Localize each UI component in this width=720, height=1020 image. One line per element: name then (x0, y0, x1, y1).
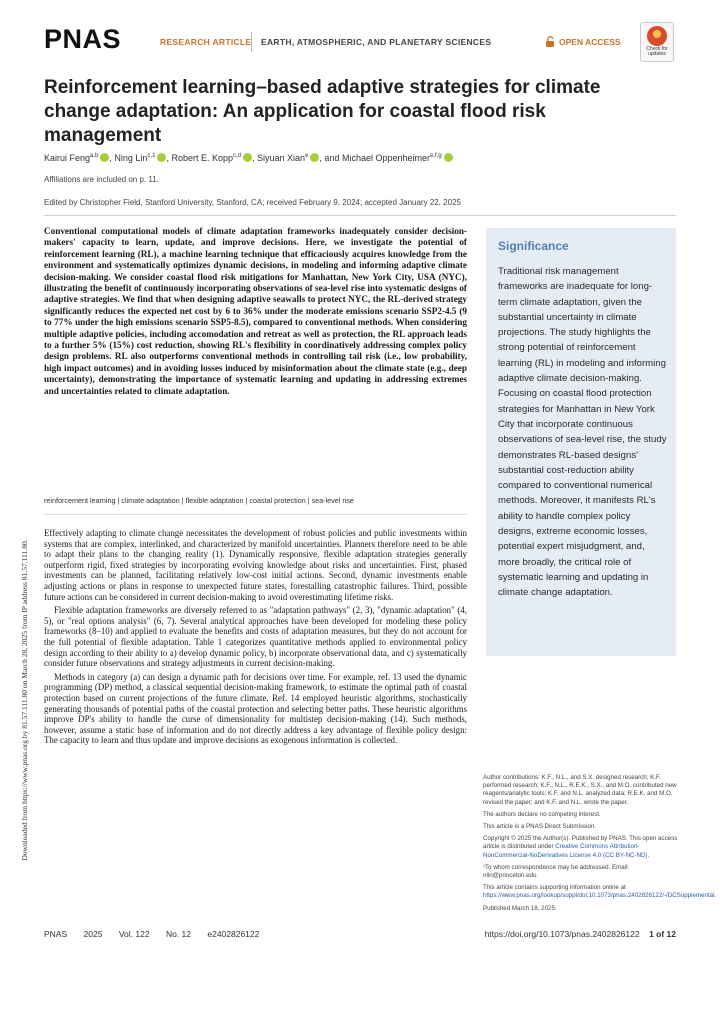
copyright-text: Copyright © 2025 the Author(s). Published by PNAS. This open access article is distributed under (483, 835, 678, 851)
author-name[interactable]: Ning Lin (114, 153, 148, 163)
author-affil-sup: c,1 (147, 153, 156, 159)
body-paragraph: Methods in category (a) can design a dynamic path for decisions over time. For example, ref. 13 used the dynamic programming (DP) method, a classical sequential decision-making framework, to estimate the optimal path of coastal protection based on current projections of the future climate. Ref. 14 employed heuristic algorithms, stochastically generating thousands of potential paths of the coastal protection and selecting better paths. These heuristic algorithms improve DP's ability to handle the curse of dimensionality for multistep decision-making (14). Such methods, however, assume a static base of information and do not directly address a key advantage of flexible policy design: The capacity to learn and thus update and improve decisions as exogenous information is collected. (44, 671, 467, 746)
author-name[interactable]: Michael Oppenheimer (341, 153, 430, 163)
orcid-icon[interactable] (243, 153, 252, 162)
author-affil-sup: a,b (90, 153, 99, 159)
affiliations-note: Affiliations are included on p. 11. (44, 175, 159, 184)
footer-page-number: 1 of 12 (649, 929, 676, 939)
edited-by-line: Edited by Christopher Field, Stanford University, Stanford, CA; received February 9, 2024; accepted January 22, 2025 (44, 198, 461, 207)
article-notes (483, 774, 717, 917)
author-affil-sup: c,d (233, 153, 242, 159)
supporting-info-note (483, 884, 717, 900)
significance-box (486, 228, 676, 656)
footer-year: 2025 (83, 929, 103, 939)
body-paragraph: Flexible adaptation frameworks are diversely referred to as "adaptation pathways" (2, 3), "dynamic adaptation" (4, 5), or "real options analysis" (6, 7). Several analytical approaches have been developed for modeling these policy frameworks (8–10) and applied to evaluate the benefits and costs of adaptation measures, but they do not account for the full potential of flexible adaptation. Table 1 categorizes quantitative methods applied to environmental policy design according to their ability to a) develop dynamic policy, b) incorporate observational data, and c) systematically consider future observations and strategy adjustments in current decision-making. (44, 605, 467, 669)
keywords: reinforcement learning | climate adaptation | flexible adaptation | coastal protection | sea-level rise (44, 496, 354, 505)
supplemental-link[interactable]: https://www.pnas.org/lookup/suppl/doi:10.1073/pnas.2402826122/-/DCSupplemental. (483, 892, 717, 900)
orcid-icon[interactable] (310, 153, 319, 162)
pnas-logo[interactable]: PNAS (44, 24, 122, 54)
footer-eid: e2402826122 (207, 929, 260, 939)
crossmark-icon (647, 26, 667, 46)
check-for-updates-button[interactable] (640, 22, 674, 62)
significance-text: Traditional risk management frameworks are inadequate for long-term climate adaptation, given the substantial uncertainty in climate projections. The study highlights the strong potential of reinforcement learning (RL) in modeling and informing adaptive climate decision-making. Focusing on coastal flood protection strategies for Manhattan in New York City that incorporate continuous observations of sea-level rise, the study demonstrates RL-based designs' substantial cost-reduction ability compared to conventional numerical methods. Moreover, it manifests RL's ability to handle complex policy designs, extreme economic losses, potential expert misjudgment, and, more broadly, the critical role of systematic learning and updating in climate change adaptation. (498, 266, 667, 599)
orcid-icon[interactable] (100, 153, 109, 162)
article-type-label: RESEARCH ARTICLE (160, 37, 252, 47)
body-paragraph: Effectively adapting to climate change necessitates the development of robust policies and public investments within systems that are complex, interlinked, and characterized by manifold uncertainties. Planners therefore need to be able to adapt their plans to the changing reality (1). Dynamically responsive, flexible adaptation strategies generally outperform rigid, fixed strategies by incorporating evolving knowledge about risks and uncertainties. First, phased investments can be planned, facilitating relatively low-cost initial actions. Second, dynamic investments enable adjusting actions or plans in response to unexpected future states, forestalling catastrophic failures. Third, possible future actions can be considered in current decision-making to avoid overestimating lifetime risks. (44, 528, 467, 602)
author-name[interactable]: Robert E. Kopp (171, 153, 233, 163)
footer-issue: No. 12 (165, 929, 191, 939)
author-affil-sup: e,f,g (430, 153, 442, 159)
author-name[interactable]: Kairui Feng (44, 153, 91, 163)
open-access-label: OPEN ACCESS (559, 36, 621, 47)
author-contributions: Author contributions: K.F., N.L., and S.X. designed research; K.F. performed research; K.F., N.L., R.E.K., S.X., and M.O. contributed new reagents/analytic tools; K.F. and N.L. analyzed data; R.E.K. and M.O. revised the paper; and K.F. and N.L. wrote the paper. (483, 774, 677, 806)
updates-label: updates (648, 51, 666, 57)
license-link[interactable]: Creative Commons Attribution-NonCommercial-NoDerivatives License 4.0 (CC BY-NC-ND). (483, 843, 650, 859)
author-name[interactable]: Siyuan Xian (257, 153, 306, 163)
subject-category[interactable]: EARTH, ATMOSPHERIC, AND PLANETARY SCIENCES (261, 37, 492, 47)
orcid-icon[interactable] (444, 153, 453, 162)
direct-submission: This article is a PNAS Direct Submission. (483, 823, 597, 831)
author-affil-sup: e (305, 153, 309, 159)
open-access-badge (545, 36, 621, 47)
header-rule (44, 215, 676, 216)
significance-heading: Significance (498, 239, 569, 253)
article-title: Reinforcement learning–based adaptive strategies for climate change adaptation: An application for coastal flood risk management (44, 77, 601, 146)
check-for-label: Check for (646, 46, 668, 52)
open-lock-icon (545, 36, 555, 47)
published-date: Published March 18, 2025. (483, 904, 557, 912)
correspondence-note: ¹To whom correspondence may be addressed. Email: nlin@princeton.edu. (483, 863, 630, 880)
footer-volume: Vol. 122 (118, 929, 150, 939)
copyright-note (483, 835, 679, 860)
abstract: Conventional computational models of climate adaptation frameworks inadequately consider decision-makers' capacity to learn, update, and improve decisions. Here, we investigate the potential of reinforcement learning (RL), a machine learning technique that efficaciously acquires knowledge from the environment and systematically optimizes dynamic decisions, in modeling and informing adaptive climate decision-making. We consider coastal flood risk mitigations for Manhattan, New York City, USA (NYC), illustrating the benefit of continuously incorporating observations of sea-level rise into systematic designs of adaptive strategies. We find that when designing adaptive seawalls to protect NYC, the RL-derived strategy significantly reduces the expected net cost by 6 to 36% under the moderate emissions scenario SSP2-4.5 (9 to 77% under the high emissions scenario SSP5-8.5), compared to conventional methods. When considering multiple adaptive policies, including accomodation and retreat as well as protection, the RL approach leads to a further 5% (15%) cost reduction, showing RL's flexibility in coordinatively addressing complex policy design problems. RL also outperforms conventional methods in controlling tail risk (i.e., low probability, high impact outcomes) and in avoiding losses induced by misinformation about the climate state (e.g., deep uncertainty), demonstrating the importance of systematic learning and updating in addressing extremes and uncertainties related to climate adaptation. (44, 226, 467, 396)
author-list: Kairui Feng$^{a,b}$ , Ning Lin$^{c,1}$ , Robert E. Kopp$^{c,d}$ , Siyuan Xian$^e$ , and Michael Oppenheimer$^{e,f,g}$ (44, 153, 453, 163)
main-text (44, 528, 467, 749)
page-footer (44, 929, 676, 939)
header-divider (251, 32, 252, 52)
footer-doi-link[interactable]: https://doi.org/10.1073/pnas.2402826122 (484, 929, 640, 939)
keywords-rule (44, 514, 467, 515)
supporting-text: This article contains supporting information online at (483, 884, 626, 892)
competing-interest: The authors declare no competing interest. (483, 810, 601, 818)
orcid-icon[interactable] (157, 153, 166, 162)
footer-journal: PNAS (44, 929, 68, 939)
download-watermark: Downloaded from https://www.pnas.org by 81.57.111.80 on March 28, 2025 from IP address 81.57.111.80. (20, 539, 29, 861)
